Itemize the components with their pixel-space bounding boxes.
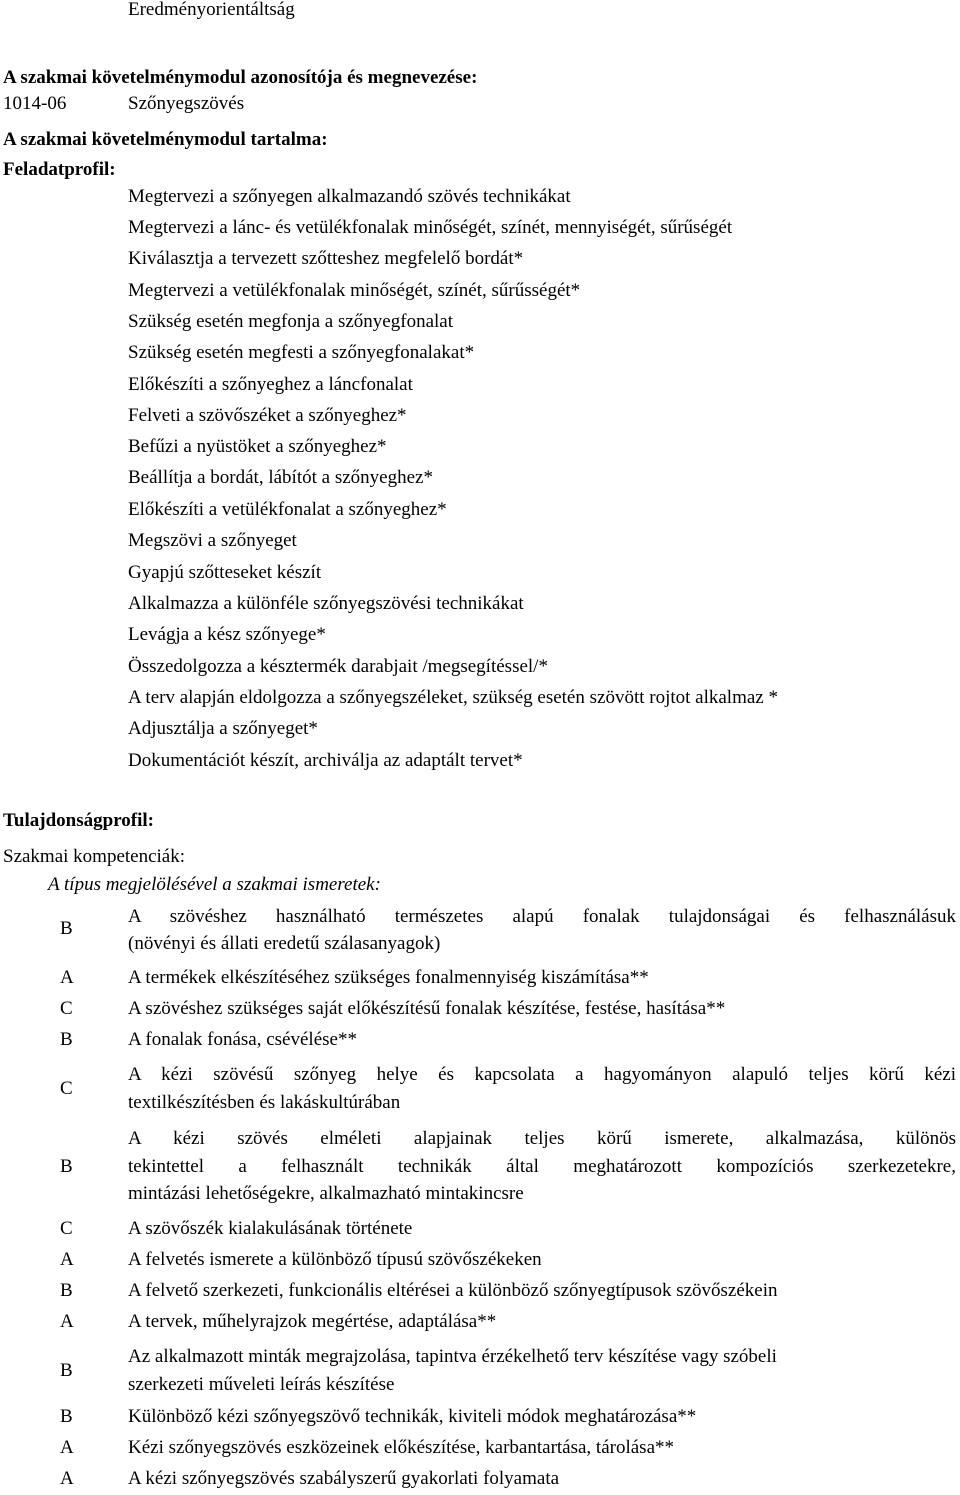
competency-type: C	[60, 998, 73, 1019]
competency-text: (növényi és állati eredetű szálasanyagok)	[128, 933, 441, 954]
competency-type: B	[60, 1280, 73, 1301]
task-item: Beállítja a bordát, lábítót a szőnyeghez*	[128, 467, 433, 488]
competency-type: A	[60, 1437, 74, 1458]
competency-text: A kézi szövésű szőnyeg helye és kapcsolata a hagyományon alapuló teljes körű kézi	[128, 1064, 956, 1085]
competency-text: A kézi szövés elméleti alapjainak teljes körű ismerete, alkalmazása, különös	[128, 1128, 956, 1149]
module-id-heading: A szakmai követelménymodul azonosítója és megnevezése:	[3, 67, 478, 88]
module-name: Szőnyegszövés	[128, 93, 245, 114]
competency-text: A szövéshez szükséges saját előkészítésű fonalak készítése, festése, hasítása**	[128, 998, 726, 1019]
competency-text: tekintettel a felhasznált technikák által meghatározott kompozíciós szerkezetekre,	[128, 1156, 956, 1177]
task-item: Felveti a szövőszéket a szőnyeghez*	[128, 405, 407, 426]
competency-type: B	[60, 1029, 73, 1050]
competency-text: textilkészítésben és lakáskultúrában	[128, 1092, 401, 1113]
competency-type: B	[60, 918, 73, 939]
task-item: Megtervezi a vetülékfonalak minőségét, színét, sűrűsségét*	[128, 280, 581, 301]
task-item: Megtervezi a szőnyegen alkalmazandó szövés technikákat	[128, 186, 571, 207]
task-item: Megtervezi a lánc- és vetülékfonalak minőségét, színét, mennyiségét, sűrűségét	[128, 217, 733, 238]
task-item: Szükség esetén megfesti a szőnyegfonalakat*	[128, 342, 475, 363]
competency-type: B	[60, 1406, 73, 1427]
competency-type: A	[60, 1249, 74, 1270]
competency-text: A szövőszék kialakulásának története	[128, 1218, 413, 1239]
top-line-text: Eredményorientáltság	[128, 0, 295, 20]
task-item: Előkészíti a vetülékfonalat a szőnyeghez*	[128, 499, 447, 520]
competency-type: C	[60, 1218, 73, 1239]
competency-text: A kézi szőnyegszövés szabályszerű gyakorlati folyamata	[128, 1468, 560, 1489]
competency-text: mintázási lehetőségekre, alkalmazható mintakincsre	[128, 1183, 524, 1204]
competency-text: A szövéshez használható természetes alapú fonalak tulajdonságai és felhasználásuk	[128, 906, 956, 927]
competency-text: szerkezeti műveleti leírás készítése	[128, 1374, 395, 1395]
competency-type: A	[60, 1311, 74, 1332]
task-item: Adjusztálja a szőnyeget*	[128, 718, 318, 739]
competencies-heading: Szakmai kompetenciák:	[3, 846, 186, 867]
module-code: 1014-06	[3, 93, 67, 114]
type-note: A típus megjelölésével a szakmai ismeretek:	[48, 874, 381, 895]
task-item: Alkalmazza a különféle szőnyegszövési technikákat	[128, 593, 524, 614]
task-item: Előkészíti a szőnyeghez a láncfonalat	[128, 374, 413, 395]
competency-type: A	[60, 967, 74, 988]
competency-type: C	[60, 1078, 73, 1099]
competency-type: B	[60, 1360, 73, 1381]
task-item: Szükség esetén megfonja a szőnyegfonalat	[128, 311, 453, 332]
competency-text: A termékek elkészítéséhez szükséges fonalmennyiség kiszámítása**	[128, 967, 649, 988]
task-item: Gyapjú szőtteseket készít	[128, 562, 322, 583]
task-profile-heading: Feladatprofil:	[3, 159, 116, 180]
task-item: Levágja a kész szőnyege*	[128, 624, 326, 645]
task-item: A terv alapján eldolgozza a szőnyegszéleket, szükség esetén szövött rojtot alkalmaz *	[128, 687, 778, 708]
module-content-heading: A szakmai követelménymodul tartalma:	[3, 129, 328, 150]
competency-text: A felvető szerkezeti, funkcionális eltérései a különböző szőnyegtípusok szövőszékein	[128, 1280, 778, 1301]
competency-text: Kézi szőnyegszövés eszközeinek előkészítése, karbantartása, tárolása**	[128, 1437, 675, 1458]
task-item: Befűzi a nyüstöket a szőnyeghez*	[128, 436, 387, 457]
task-item: Összedolgozza a késztermék darabjait /megsegítéssel/*	[128, 656, 548, 677]
competency-type: B	[60, 1156, 73, 1177]
competency-text: Az alkalmazott minták megrajzolása, tapintva érzékelhető terv készítése vagy szóbeli	[128, 1346, 777, 1367]
competency-type: A	[60, 1468, 74, 1489]
task-item: Kiválasztja a tervezett szőtteshez megfelelő bordát*	[128, 248, 524, 269]
task-item: Dokumentációt készít, archiválja az adaptált tervet*	[128, 750, 523, 771]
competency-text: Különböző kézi szőnyegszövő technikák, kiviteli módok meghatározása**	[128, 1406, 697, 1427]
competency-text: A fonalak fonása, csévélése**	[128, 1029, 357, 1050]
task-item: Megszövi a szőnyeget	[128, 530, 297, 551]
property-profile-heading: Tulajdonságprofil:	[3, 810, 154, 831]
competency-text: A felvetés ismerete a különböző típusú szövőszékeken	[128, 1249, 542, 1270]
competency-text: A tervek, műhelyrajzok megértése, adaptálása**	[128, 1311, 497, 1332]
